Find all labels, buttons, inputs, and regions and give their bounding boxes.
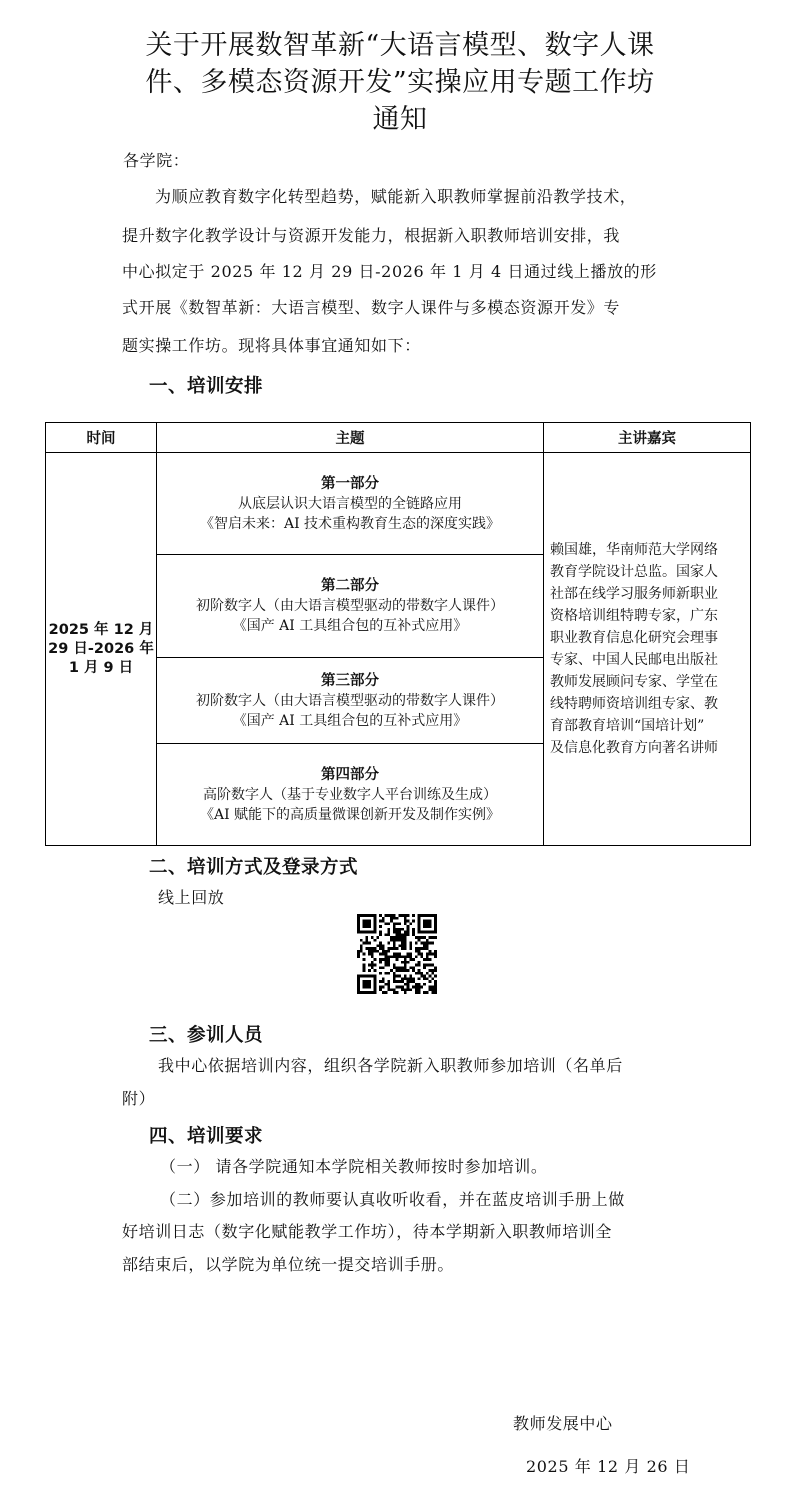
qr-code-icon[interactable] (352, 914, 442, 994)
time-cell (46, 453, 157, 846)
requirement-2-line-1: （二）参加培训的教师要认真收听收看，并在蓝皮培训手册上做 (160, 1190, 625, 1209)
header-time: 时间 (46, 423, 157, 453)
intro-line-5: 题实操工作坊。现将具体事宜通知如下： (122, 336, 421, 355)
signature-org: 教师发展中心 (513, 1414, 613, 1433)
section-heading-schedule: 一、培训安排 (149, 376, 264, 397)
intro-line-1: 为顺应教育数字化转型趋势，赋能新入职教师掌握前沿教学技术， (155, 187, 637, 206)
header-speaker: 主讲嘉宾 (544, 423, 751, 453)
speaker-cell (544, 453, 751, 846)
speaker-line: 社部在线学习服务师新职业 (550, 586, 718, 602)
notice-title-line-1: 关于开展数智革新“大语言模型、数字人课 (145, 30, 655, 61)
speaker-line: 专家、中国人民邮电出版社 (550, 652, 718, 668)
topic-cell-part-4 (157, 744, 544, 846)
schedule-table (45, 422, 751, 846)
speaker-line: 教师发展顾问专家、学堂在 (550, 674, 718, 690)
topic-cell-part-3 (157, 658, 544, 744)
topic-cell-part-2 (157, 555, 544, 658)
part-line: 初阶数字人（由大语言模型驱动的带数字人课件） (196, 692, 504, 709)
speaker-line: 教育学院设计总监。国家人 (550, 564, 718, 580)
table-row (46, 453, 751, 555)
requirement-2-line-3: 部结束后，以学院为单位统一提交培训手册。 (122, 1255, 455, 1274)
speaker-line: 线特聘师资培训组专家、教 (550, 696, 718, 712)
intro-line-4: 式开展《数智革新：大语言模型、数字人课件与多模态资源开发》专 (122, 298, 621, 317)
part-line: 《智启未来：AI 技术重构教育生态的深度实践》 (199, 515, 501, 532)
intro-line-3: 中心拟定于 2025 年 12 月 29 日-2026 年 1 月 4 日通过线上播放的形 (122, 262, 657, 281)
time-line: 29 日-2026 年 (48, 640, 154, 657)
part-label: 第三部分 (321, 672, 379, 689)
part-line: 《国产 AI 工具组合包的互补式应用》 (232, 712, 468, 729)
requirement-1: （一） 请各学院通知本学院相关教师按时参加培训。 (160, 1157, 548, 1176)
intro-line-2: 提升数字化教学设计与资源开发能力，根据新入职教师培训安排，我 (122, 226, 621, 245)
participants-line-2: 附） (122, 1089, 156, 1108)
part-label: 第二部分 (321, 578, 379, 594)
method-text: 线上回放 (158, 888, 225, 907)
section-heading-method: 二、培训方式及登录方式 (149, 857, 359, 878)
header-topic: 主题 (157, 423, 544, 453)
part-line: 《国产 AI 工具组合包的互补式应用》 (232, 618, 468, 634)
notice-title-line-3: 通知 (372, 104, 428, 135)
part-line: 初阶数字人（由大语言模型驱动的带数字人课件） (196, 598, 504, 614)
table-header-row (46, 423, 751, 453)
participants-line-1: 我中心依据培训内容，组织各学院新入职教师参加培训（名单后 (158, 1056, 623, 1075)
speaker-line: 育部教育培训“国培计划” (550, 718, 705, 734)
speaker-line: 职业教育信息化研究会理事 (550, 630, 718, 646)
speaker-line: 资格培训组特聘专家，广东 (550, 608, 718, 624)
speaker-line: 及信息化教育方向著名讲师 (550, 740, 718, 756)
part-label: 第一部分 (321, 475, 379, 492)
part-label: 第四部分 (321, 766, 379, 783)
section-heading-requirements: 四、培训要求 (149, 1126, 264, 1147)
time-line: 2025 年 12 月 (48, 621, 154, 638)
section-heading-participants: 三、参训人员 (149, 1025, 264, 1046)
part-line: 《AI 赋能下的高质量微课创新开发及制作实例》 (199, 806, 501, 823)
requirement-2-line-2: 好培训日志（数字化赋能教学工作坊），待本学期新入职教师培训全 (122, 1222, 613, 1241)
time-line: 1 月 9 日 (68, 659, 134, 676)
part-line: 高阶数字人（基于专业数字人平台训练及生成） (203, 786, 497, 803)
notice-title-line-2: 件、多模态资源开发”实操应用专题工作坊 (145, 67, 655, 98)
part-line: 从底层认识大语言模型的全链路应用 (238, 495, 462, 512)
topic-cell-part-1 (157, 453, 544, 555)
signature-date: 2025 年 12 月 26 日 (526, 1457, 691, 1476)
speaker-line: 赖国雄，华南师范大学网络 (550, 542, 718, 558)
salutation: 各学院： (123, 151, 190, 170)
